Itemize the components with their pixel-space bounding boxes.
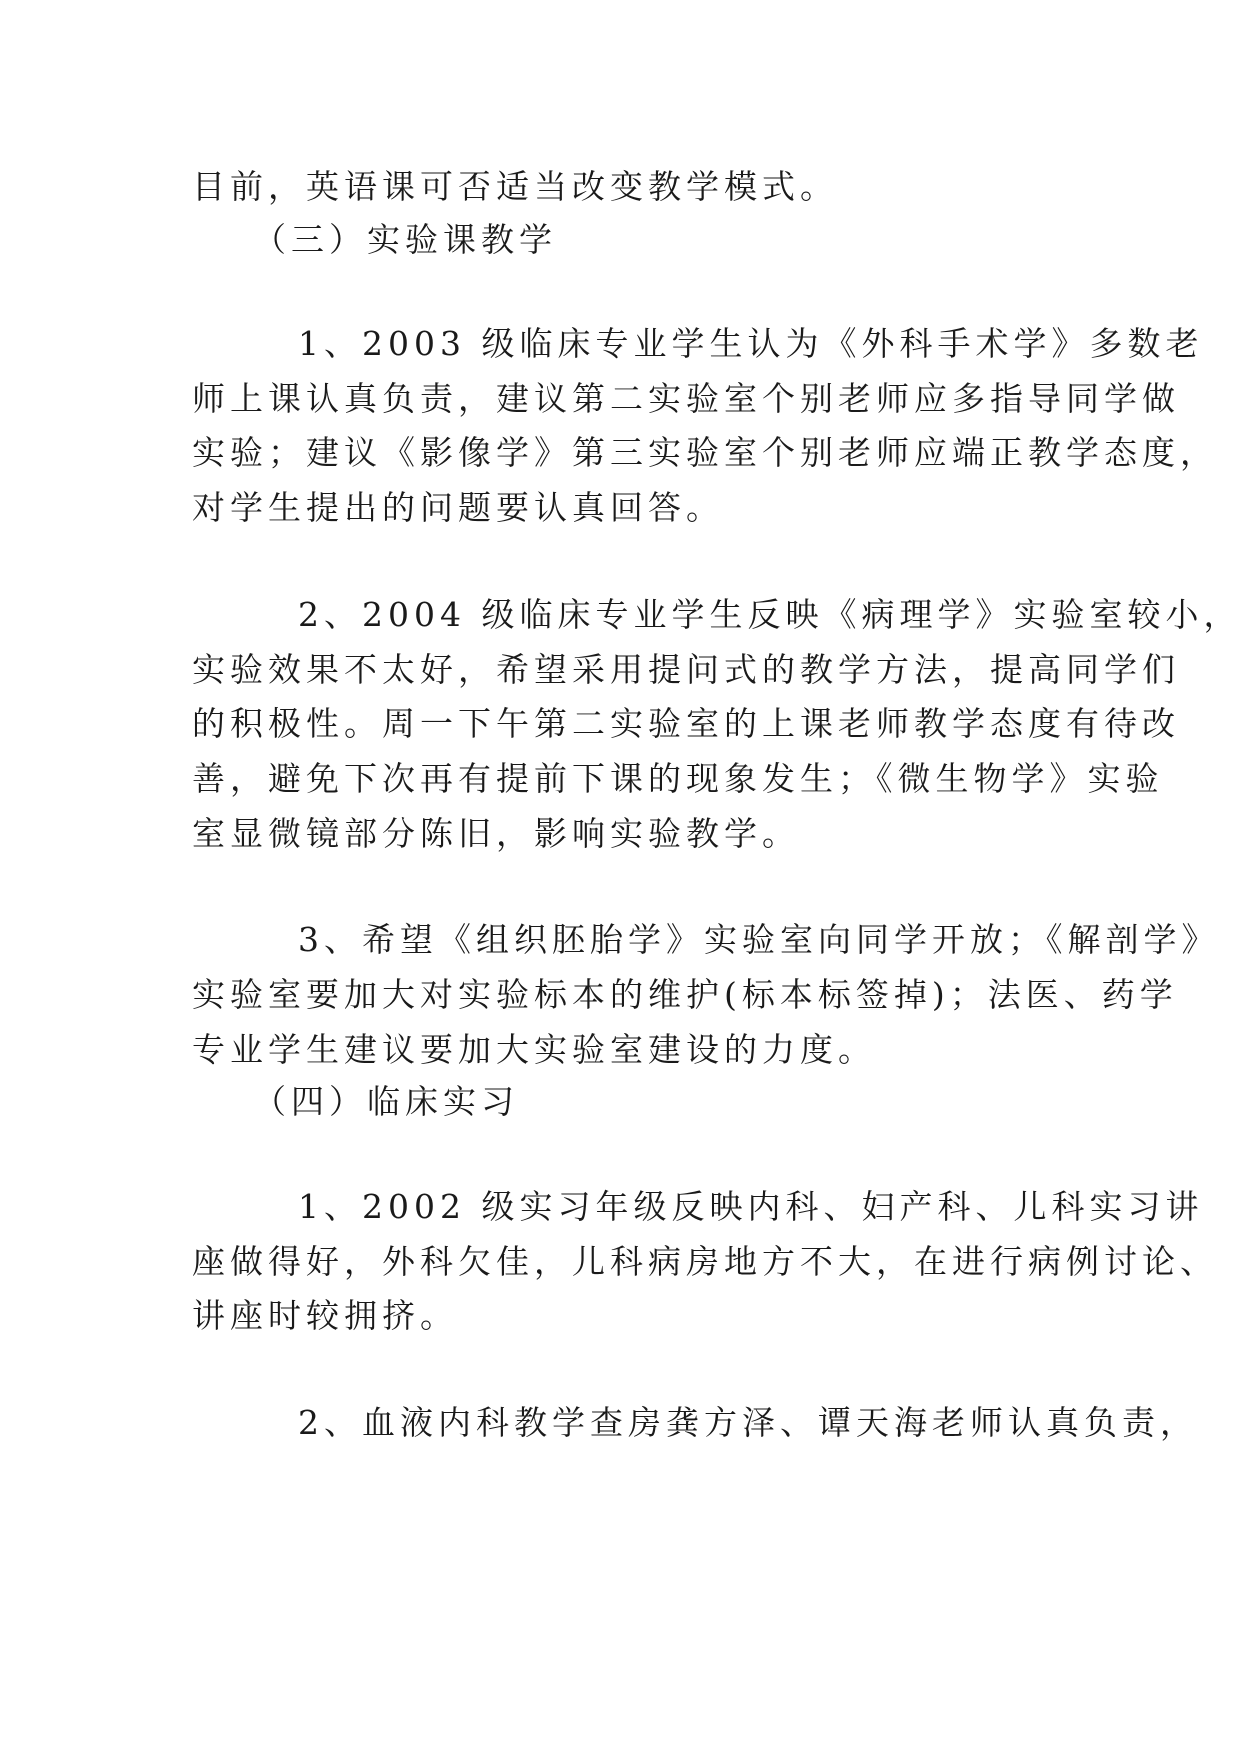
paragraph-line: 实验；建议《影像学》第三实验室个别老师应端正教学态度， [192,433,1218,472]
paragraph-line: 对学生提出的问题要认真回答。 [192,488,724,527]
paragraph-line: 的积极性。周一下午第二实验室的上课老师教学态度有待改 [192,704,1180,743]
paragraph-line: 3、希望《组织胚胎学》实验室向同学开放；《解剖学》 [298,920,1220,959]
paragraph-line: 2、血液内科教学查房龚方泽、谭天海老师认真负责， [298,1403,1198,1442]
paragraph-line: 讲座时较拥挤。 [192,1296,458,1335]
section-heading: （四）临床实习 [253,1082,519,1121]
paragraph-line: 实验效果不太好，希望采用提问式的教学方法，提高同学们 [192,650,1180,689]
paragraph-line: 座做得好，外科欠佳，儿科病房地方不大，在进行病例讨论、 [192,1242,1218,1281]
paragraph-line: 实验室要加大对实验标本的维护(标本标签掉)；法医、药学 [192,975,1178,1014]
paragraph-line: 1、2003 级临床专业学生认为《外科手术学》多数老 [298,324,1204,363]
paragraph-line: 师上课认真负责，建议第二实验室个别老师应多指导同学做 [192,379,1180,418]
paragraph-line: 目前，英语课可否适当改变教学模式。 [192,167,838,206]
paragraph-line: 善，避免下次再有提前下课的现象发生；《微生物学》实验 [192,759,1164,798]
paragraph-line: 2、2004 级临床专业学生反映《病理学》实验室较小， [298,595,1241,634]
paragraph-line: 专业学生建议要加大实验室建设的力度。 [192,1030,876,1069]
section-heading: （三）实验课教学 [253,220,557,259]
paragraph-line: 室显微镜部分陈旧，影响实验教学。 [192,814,800,853]
paragraph-line: 1、2002 级实习年级反映内科、妇产科、儿科实习讲 [298,1187,1204,1226]
